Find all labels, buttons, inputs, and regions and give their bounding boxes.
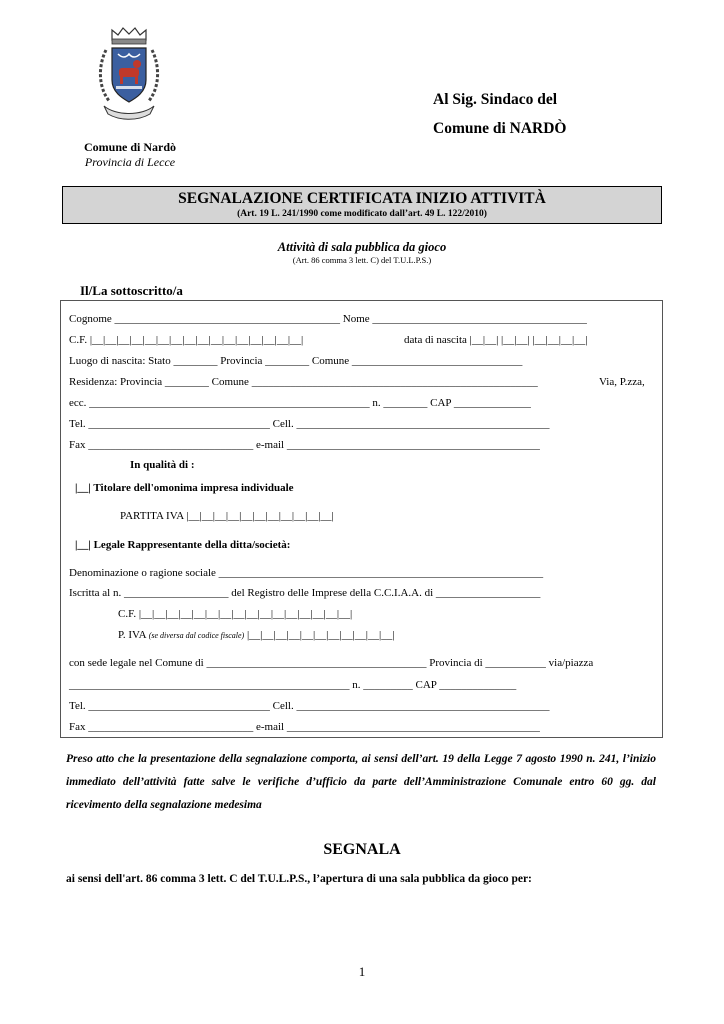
document-title: SEGNALAZIONE CERTIFICATA INIZIO ATTIVITÀ (178, 190, 546, 207)
luogo-nascita-field[interactable]: Luogo di nascita: Stato ________ Provincia ________ Comune _______________________________ (69, 355, 523, 367)
sede-legale-field[interactable]: con sede legale nel Comune di ________________________________________ Provincia di ___________ via/piazza (69, 657, 594, 669)
via-piazza-label: Via, P.zza, (599, 376, 645, 388)
activity-block (0, 240, 724, 265)
activity-reference: (Art. 86 comma 3 lett. C) del T.U.L.P.S.) (292, 255, 432, 265)
fax-email-field[interactable]: Fax ______________________________ e-mail ______________________________________________ (69, 439, 540, 451)
iscrizione-registro-field[interactable]: Iscritta al n. ___________________ del Registro delle Imprese della C.C.I.A.A. di ___________________ (69, 587, 541, 599)
cognome-nome-field[interactable]: Cognome _________________________________________ Nome _______________________________________ (69, 313, 587, 325)
segnala-heading: SEGNALA (323, 841, 401, 858)
ditta-fax-email-field[interactable]: Fax ______________________________ e-mail ______________________________________________ (69, 721, 540, 733)
ditta-tel-cell-field[interactable]: Tel. _________________________________ Cell. ______________________________________________ (69, 700, 550, 712)
comune-name: Comune di Nardò (83, 140, 176, 154)
sede-indirizzo-field[interactable]: ___________________________________________________ n. _________ CAP ______________ (69, 679, 517, 691)
ditta-piva-field[interactable] (118, 629, 394, 641)
addressee-line-2: Comune di NARDÒ (433, 120, 567, 137)
piva-boxes: |__|__|__|__|__|__|__|__|__|__|__| (246, 629, 395, 641)
applicant-form (60, 300, 663, 738)
residenza-field[interactable]: Residenza: Provincia ________ Comune ____________________________________________________ (69, 376, 538, 388)
indirizzo-field[interactable]: ecc. ___________________________________________________ n. ________ CAP ______________ (69, 397, 531, 409)
tel-cell-field[interactable]: Tel. _________________________________ Cell. ______________________________________________ (69, 418, 550, 430)
piva-label: P. IVA (118, 629, 146, 641)
denominazione-field[interactable]: Denominazione o ragione sociale ___________________________________________________________ (69, 567, 544, 579)
page-number: 1 (358, 964, 366, 979)
preso-atto-paragraph: Preso atto che la presentazione della segnalazione comporta, ai sensi dell’art. 19 della Legge 7 agosto 1990 n. 241, l’inizio immediato dell’attività fatte salve le verifiche d’ufficio da parte dell’Amministrazione Comunale entro 60 gg. dal ricevimento della segnalazione medesima (66, 753, 656, 811)
municipal-crest-icon (96, 26, 162, 122)
data-nascita-field[interactable]: data di nascita |__|__| |__|__| |__|__|__|__| (404, 334, 588, 346)
legale-rappresentante-checkbox[interactable]: |__| Legale Rappresentante della ditta/società: (75, 539, 291, 551)
in-qualita-label: In qualità di : (130, 459, 195, 471)
addressee-line-1: Al Sig. Sindaco del (433, 91, 558, 108)
title-box (62, 186, 662, 224)
issuer-block (60, 140, 200, 170)
piva-note: (se diversa dal codice fiscale) (148, 631, 245, 640)
ditta-cf-field[interactable]: C.F. |__|__|__|__|__|__|__|__|__|__|__|__|__|__|__|__| (118, 608, 353, 620)
activity-title: Attività di sala pubblica da gioco (277, 240, 447, 254)
ai-sensi-text: ai sensi dell'art. 86 comma 3 lett. C del T.U.L.P.S., l’apertura di una sala pubblica da gioco per: (66, 873, 532, 885)
partita-iva-field[interactable]: PARTITA IVA |__|__|__|__|__|__|__|__|__|__|__| (120, 510, 334, 522)
document-subtitle: (Art. 19 L. 241/1990 come modificato dall’art. 49 L. 122/2010) (237, 209, 487, 219)
titolare-checkbox[interactable]: |__| Titolare dell'omonima impresa individuale (75, 482, 294, 494)
codice-fiscale-field[interactable]: C.F. |__|__|__|__|__|__|__|__|__|__|__|__|__|__|__|__| (69, 334, 304, 346)
provincia-name: Provincia di Lecce (84, 155, 176, 169)
addressee-block (433, 85, 566, 143)
form-heading: Il/La sottoscritto/a (80, 283, 183, 298)
